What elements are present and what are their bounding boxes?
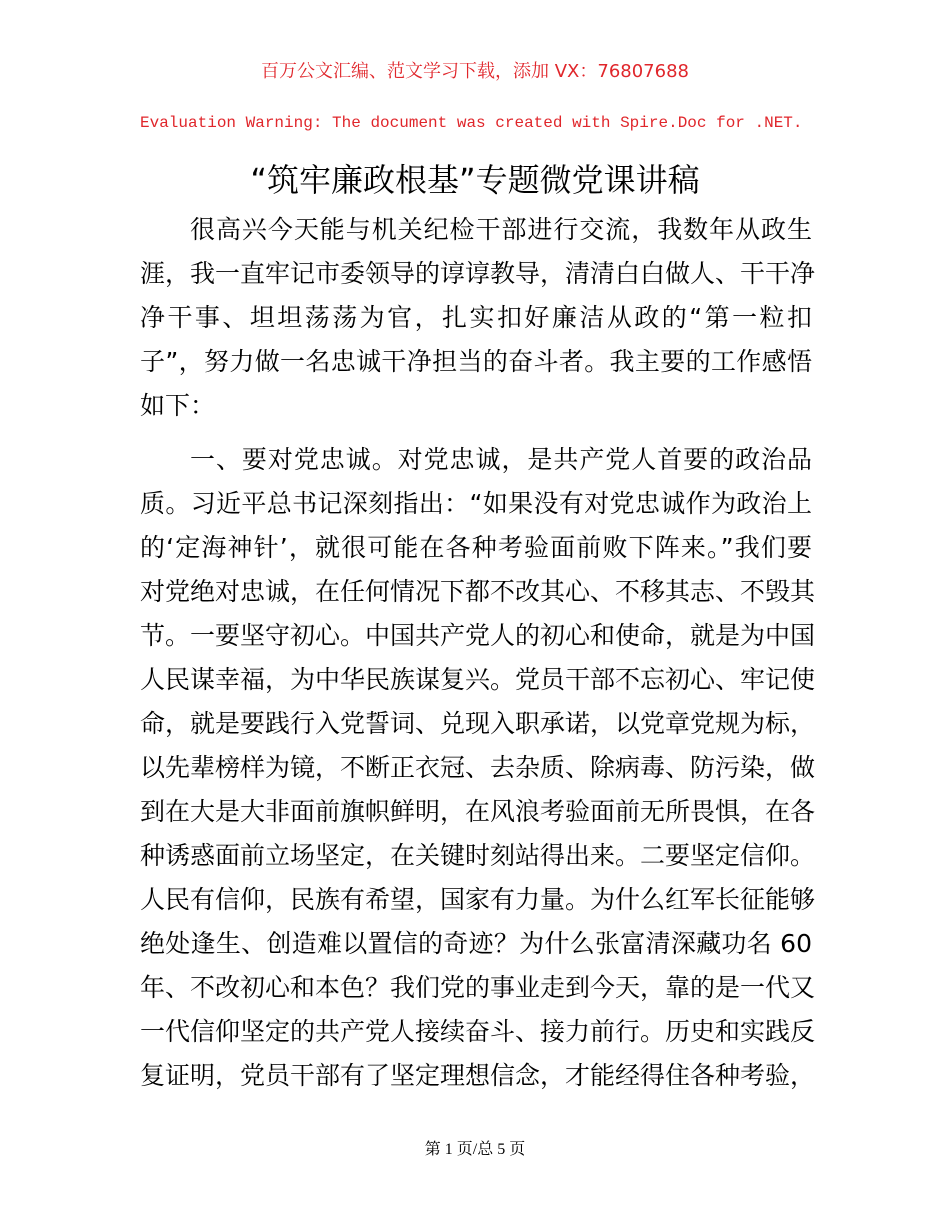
text-line: 一、要对党忠诚。对党忠诚，是共产党人首要的政治品 — [190, 445, 812, 474]
paragraph-loyalty — [140, 438, 816, 1098]
text-line: 涯，我一直牢记市委领导的谆谆教导，清清白白做人、干干净 — [140, 259, 816, 288]
text-line: 质。习近平总书记深刻指出：“如果没有对党忠诚作为政治上 — [140, 489, 812, 518]
text-line: 种诱惑面前立场坚定，在关键时刻站得出来。二要坚定信仰。 — [140, 841, 816, 870]
text-line: 年、不改初心和本色？我们党的事业走到今天，靠的是一代又 — [140, 973, 816, 1002]
text-line: 绝处逢生、创造难以置信的奇迹？为什么张富清深藏功名 60 — [140, 929, 812, 958]
promo-banner: 百万公文汇编、范文学习下载，添加 VX：76807688 — [261, 61, 689, 82]
text-line: 到在大是大非面前旗帜鲜明，在风浪考验面前无所畏惧，在各 — [140, 797, 816, 826]
text-line: 如下： — [140, 391, 216, 420]
evaluation-warning: Evaluation Warning: The document was created with Spire.Doc for .NET. — [140, 114, 803, 132]
text-line: 节。一要坚守初心。中国共产党人的初心和使命，就是为中国 — [140, 621, 816, 650]
text-line: 人民有信仰，民族有希望，国家有力量。为什么红军长征能够 — [140, 885, 816, 914]
text-line: 复证明，党员干部有了坚定理想信念，才能经得住各种考验， — [140, 1061, 816, 1090]
text-line: 一代信仰坚定的共产党人接续奋斗、接力前行。历史和实践反 — [140, 1017, 816, 1046]
text-line: 命，就是要践行入党誓词、兑现入职承诺，以党章党规为标， — [140, 709, 816, 738]
text-line: 净干事、坦坦荡荡为官，扎实扣好廉洁从政的“第一粒扣 — [140, 303, 812, 332]
text-line: 的‘定海神针’，就很可能在各种考验面前败下阵来。”我们要 — [140, 533, 812, 562]
text-line: 很高兴今天能与机关纪检干部进行交流，我数年从政生 — [190, 215, 812, 244]
text-line: 对党绝对忠诚，在任何情况下都不改其心、不移其志、不毁其 — [140, 577, 816, 606]
text-line: 子”，努力做一名忠诚干净担当的奋斗者。我主要的工作感悟 — [140, 347, 812, 376]
page-number: 第 1 页/总 5 页 — [424, 1141, 526, 1158]
text-line: 人民谋幸福，为中华民族谋复兴。党员干部不忘初心、牢记使 — [140, 665, 816, 694]
text-line: 以先辈榜样为镜，不断正衣冠、去杂质、除病毒、防污染，做 — [140, 753, 816, 782]
paragraph-intro — [140, 208, 816, 428]
document-title: “筑牢廉政根基”专题微党课讲稿 — [250, 161, 700, 199]
